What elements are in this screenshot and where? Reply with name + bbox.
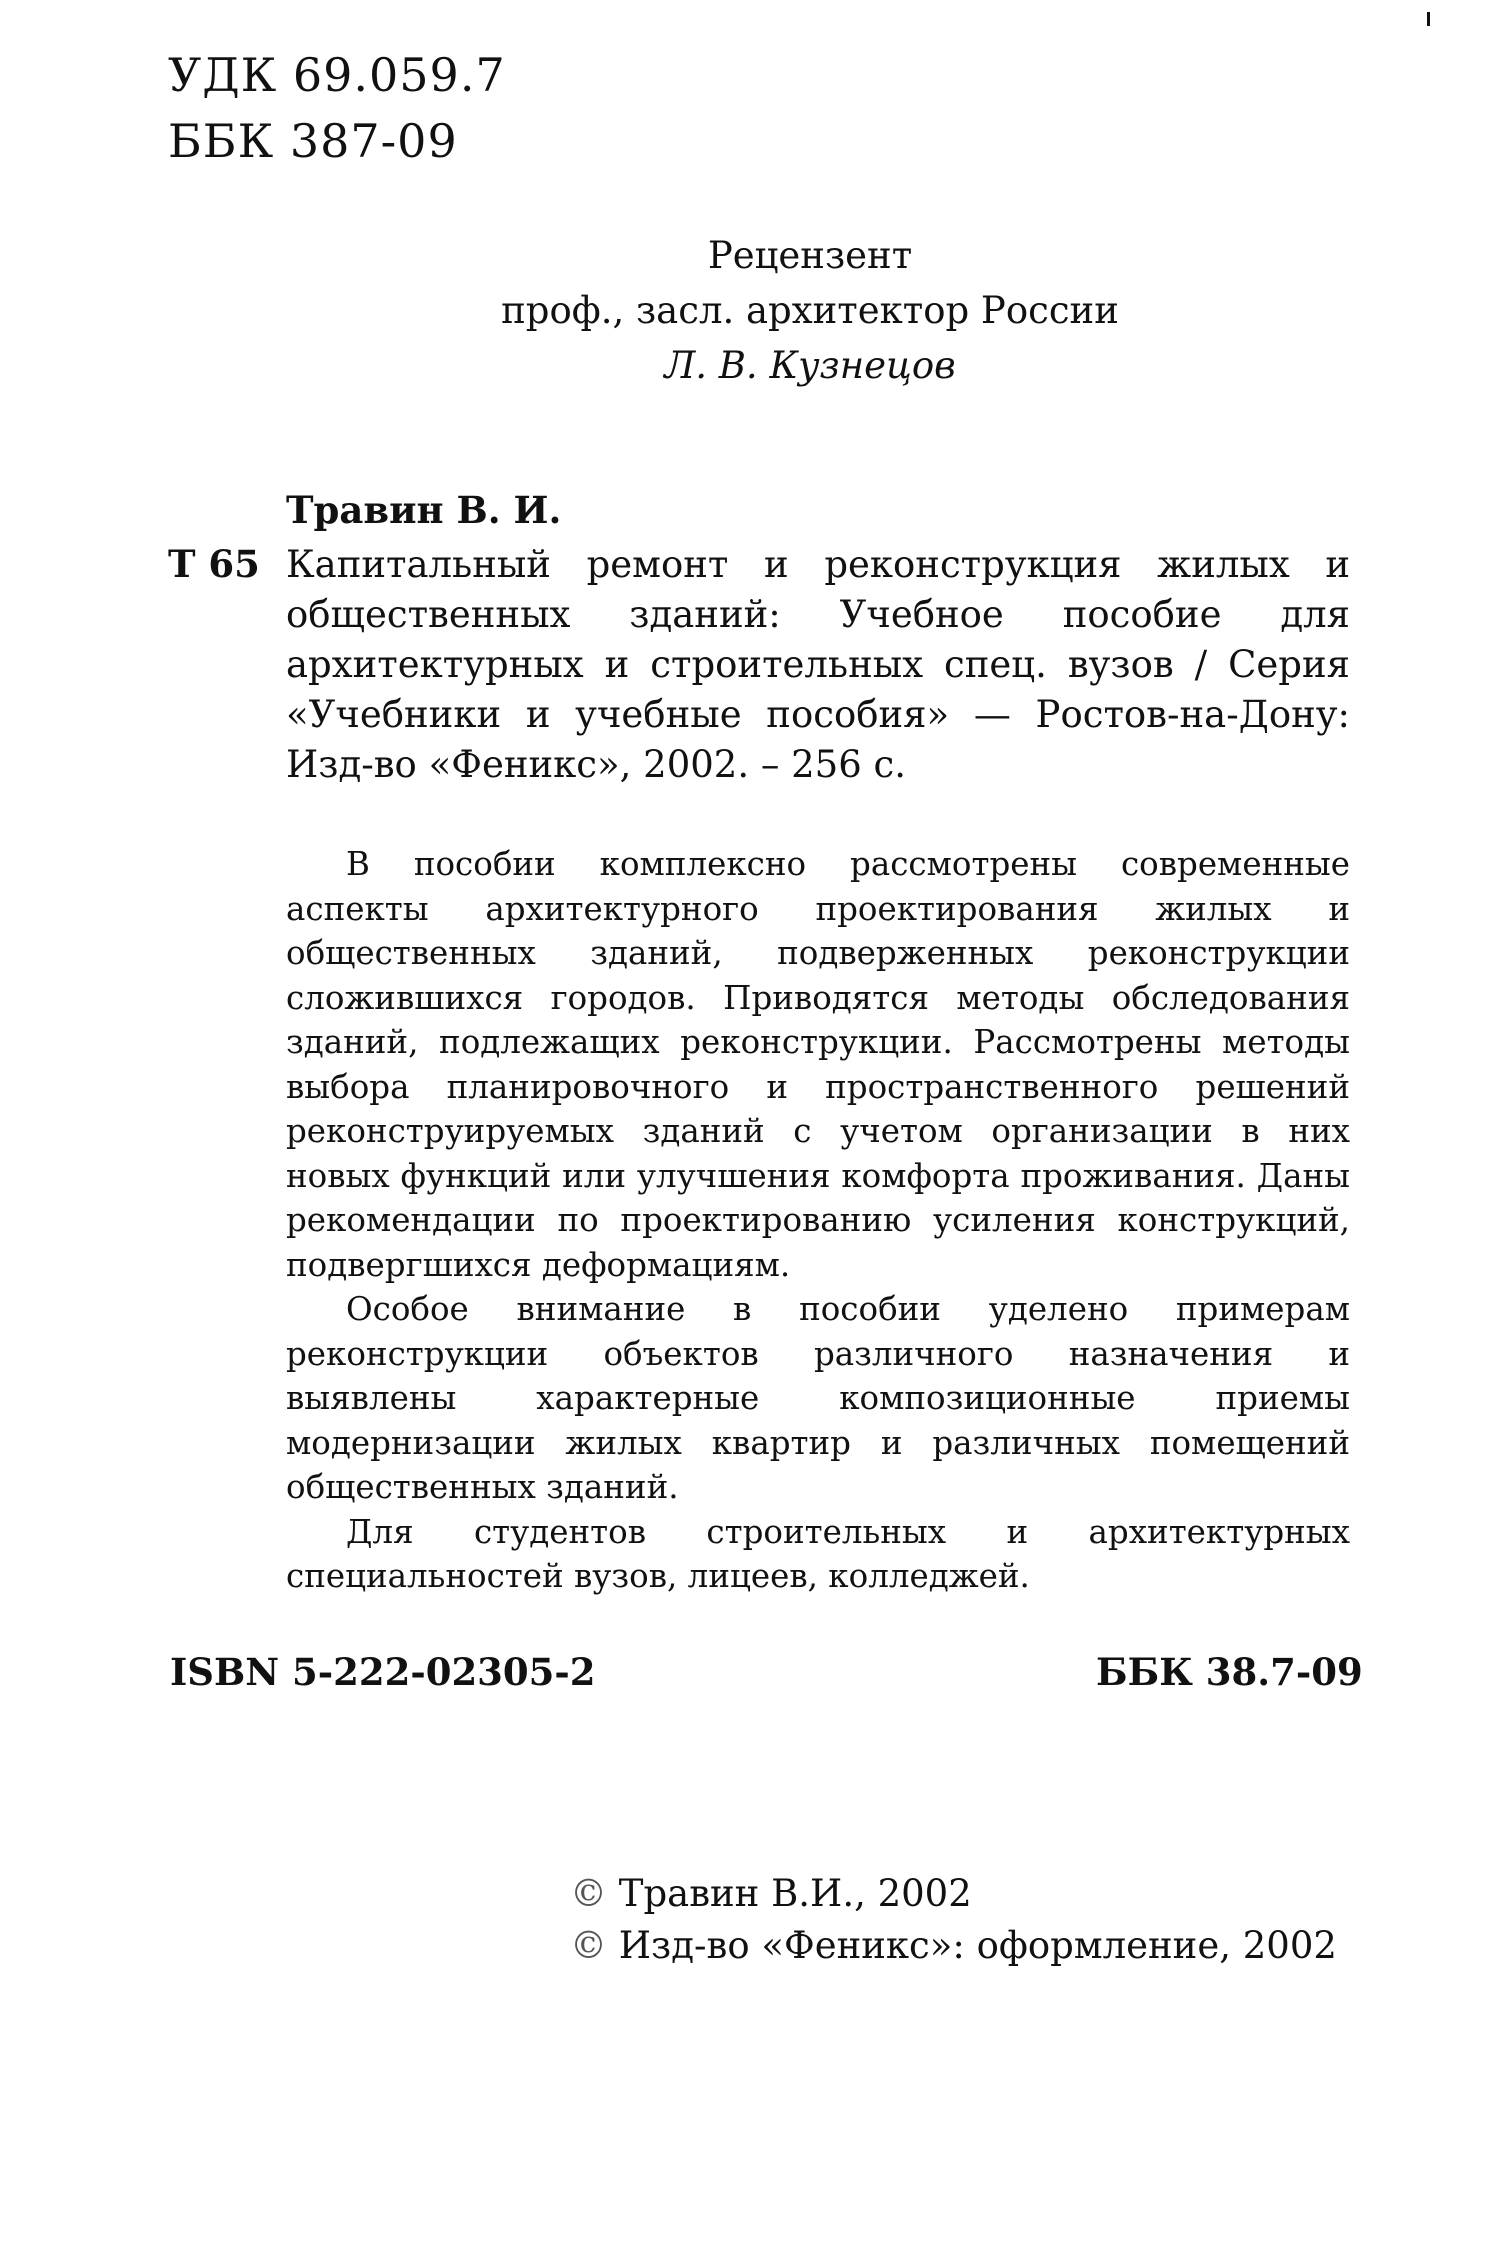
udk-code: УДК 69.059.7 (168, 48, 506, 102)
annotation-paragraph: Для студентов строительных и архитектурных специальностей вузов, лицеев, колледжей. (286, 1512, 1350, 1595)
bbk-code: ББК 387-09 (168, 114, 458, 168)
bibliographic-description: Капитальный ремонт и реконструкция жилых и общественных зданий: Учебное пособие для архитектурных и строительных спец. вузов / Серия «Учебники и учебные пособия» — Ростов-на-Дону: Изд-во «Феникс», 2002. – 256 с. (286, 543, 1350, 786)
author-code: Т 65 (168, 542, 260, 586)
reviewer-block (370, 228, 1250, 393)
author-name: Травин В. И. (286, 488, 562, 532)
annotation (286, 842, 1350, 1599)
reviewer-name: Л. В. Кузнецов (664, 344, 956, 387)
copyright-author (570, 1868, 1337, 1920)
reviewer-label: Рецензент (707, 234, 913, 277)
copyright-publisher (570, 1920, 1337, 1972)
copyright-symbol: © (570, 1872, 607, 1915)
copyright-publisher-text: Изд-во «Феникс»: оформление, 2002 (618, 1924, 1337, 1967)
classification-block (168, 42, 506, 174)
copyright-symbol: © (570, 1924, 607, 1967)
isbn: ISBN 5-222-02305-2 (170, 1650, 596, 1694)
reviewer-title: проф., засл. архитектор России (501, 289, 1119, 332)
scan-mark (1427, 12, 1430, 26)
annotation-paragraph: Особое внимание в пособии уделено примерам реконструкции объектов различного назначения и выявлены характерные композиционные приемы модернизации жилых квартир и различных помещений общественных зданий. (286, 1290, 1350, 1506)
footer-bbk: ББК 38.7-09 (1096, 1650, 1363, 1694)
annotation-paragraph: В пособии комплексно рассмотрены современные аспекты архитектурного проектирования жилых и общественных зданий, подверженных реконструкции сложившихся городов. Приводятся методы обследования зданий, подлежащих реконструкции. Рассмотрены методы выбора планировочного и пространственного решений реконструируемых зданий с учетом организации в них новых функций или улучшения комфорта проживания. Даны рекомендации по проектированию усиления конструкций, подвергшихся деформациям. (286, 845, 1350, 1284)
copyright-block (570, 1868, 1337, 1972)
copyright-author-text: Травин В.И., 2002 (618, 1872, 972, 1915)
